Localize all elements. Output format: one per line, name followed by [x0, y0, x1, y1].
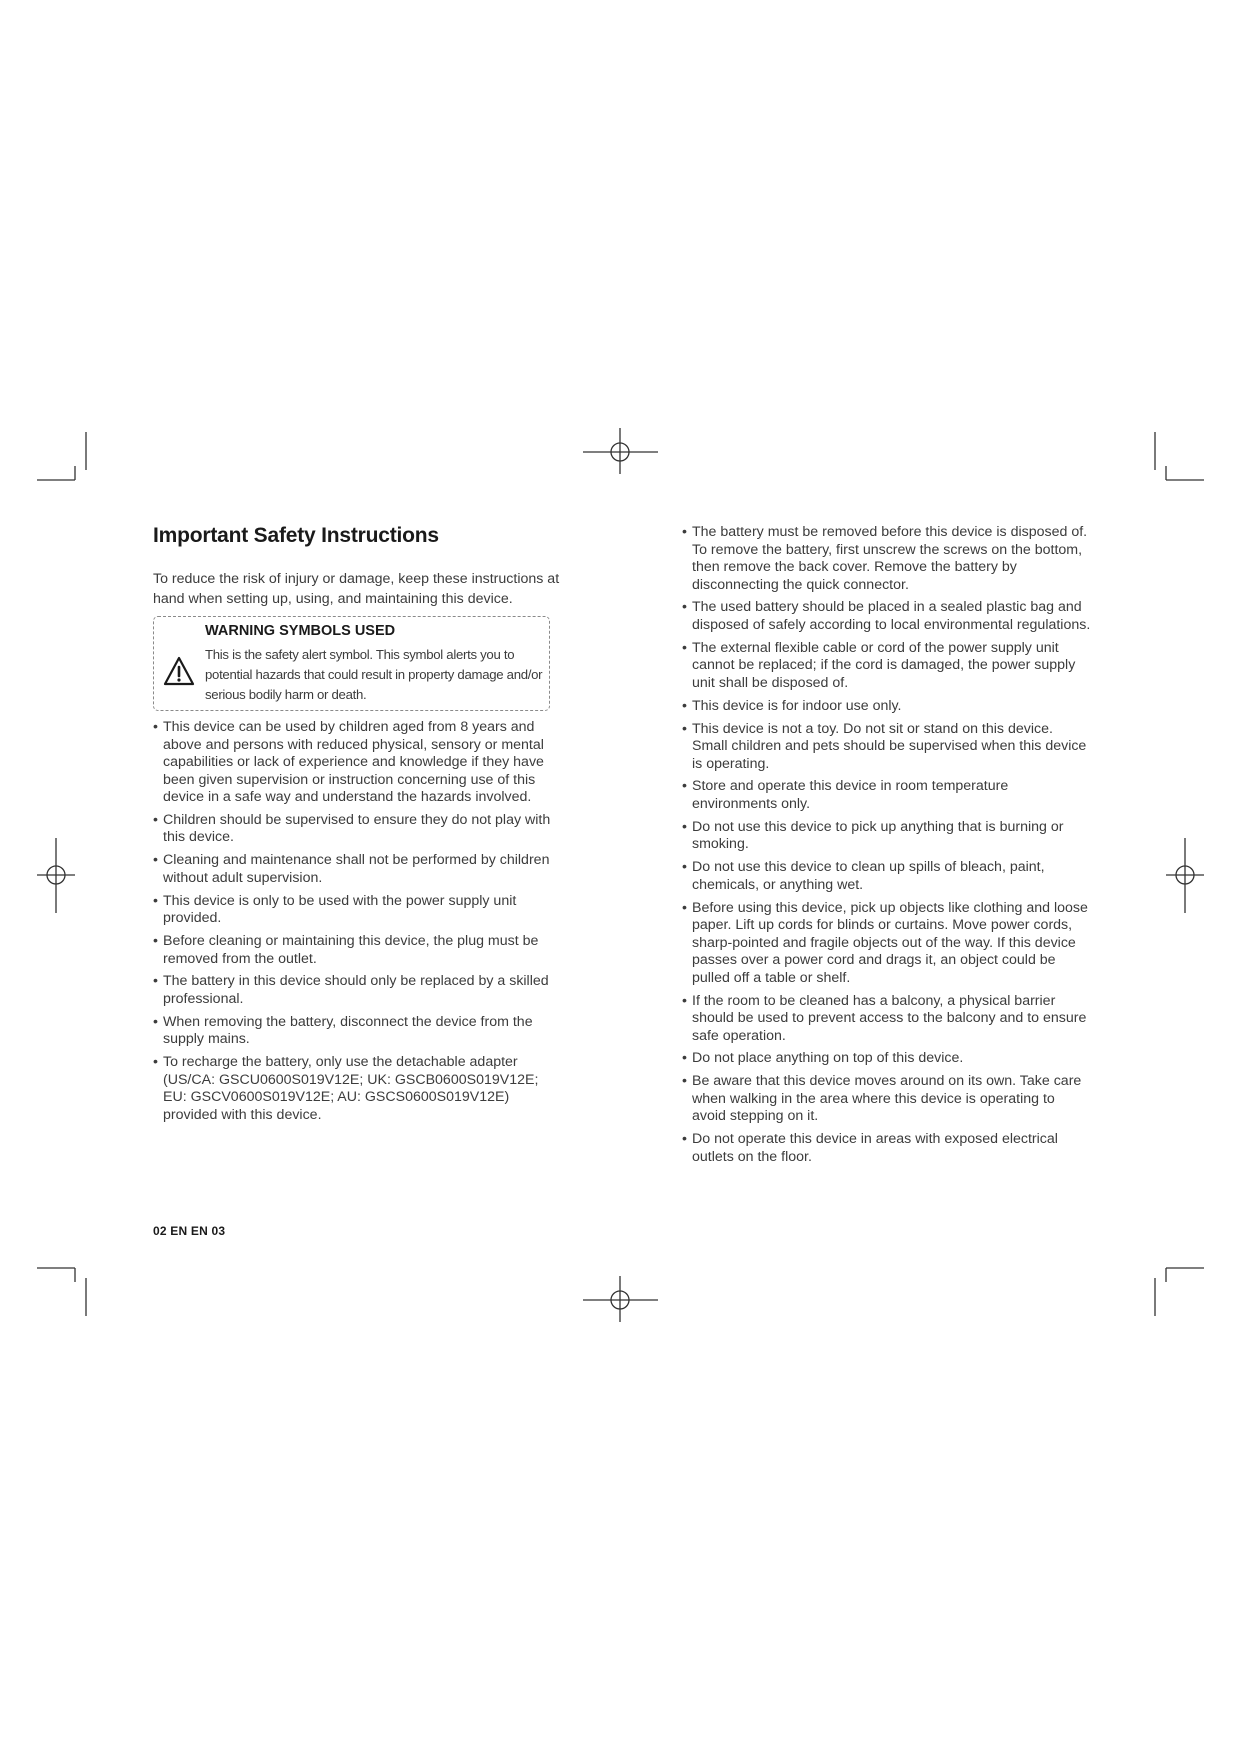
list-item: • If the room to be cleaned has a balcony, a physical barrier should be used to prevent access to the balcony and to ensure safe operation. — [682, 993, 1092, 1046]
list-item: • This device is for indoor use only. — [682, 698, 1092, 716]
list-item: • To recharge the battery, only use the detachable adapter (US/CA: GSCU0600S019V12E; UK: GSCB0600S019V12E; EU: GSCV0600S019V12E; AU: GSCS0600S019V12E) provided with this device. — [153, 1054, 555, 1124]
list-item: • Do not use this device to clean up spills of bleach, paint, chemicals, or anything wet. — [682, 859, 1092, 894]
list-item: • Store and operate this device in room temperature environments only. — [682, 778, 1092, 813]
left-instruction-list — [153, 719, 555, 1130]
page-number-footer: 02 EN EN 03 — [153, 1224, 226, 1238]
list-item: • This device is only to be used with the power supply unit provided. — [153, 893, 555, 928]
list-item: • Children should be supervised to ensure they do not play with this device. — [153, 812, 555, 847]
warning-box — [153, 616, 550, 711]
warning-triangle-icon — [162, 655, 196, 687]
list-item: • Do not place anything on top of this device. — [682, 1050, 1092, 1068]
list-item: • The external flexible cable or cord of the power supply unit cannot be replaced; if the cord is damaged, the power supply unit shall be disposed of. — [682, 640, 1092, 693]
list-item: • Cleaning and maintenance shall not be performed by children without adult supervision. — [153, 852, 555, 887]
list-item: • Do not operate this device in areas with exposed electrical outlets on the floor. — [682, 1131, 1092, 1166]
list-item: • The battery in this device should only be replaced by a skilled professional. — [153, 973, 555, 1008]
list-item: • Do not use this device to pick up anything that is burning or smoking. — [682, 819, 1092, 854]
page-title: Important Safety Instructions — [153, 524, 439, 547]
list-item: • Before cleaning or maintaining this device, the plug must be removed from the outlet. — [153, 933, 555, 968]
list-item: • This device can be used by children aged from 8 years and above and persons with reduced physical, sensory or mental capabilities or lack of experience and knowledge if they have been given supervision or instruction concerning use of this device in a safe way and understand the hazards involved. — [153, 719, 555, 807]
intro-paragraph: To reduce the risk of injury or damage, keep these instructions at hand when setting up, using, and maintaining this device. — [153, 571, 560, 607]
list-item: • The battery must be removed before this device is disposed of. To remove the battery, first unscrew the screws on the bottom, then remove the back cover. Remove the battery by disconnecting the quick connector. — [682, 524, 1092, 594]
list-item: • Be aware that this device moves around on its own. Take care when walking in the area where this device is operating to avoid stepping on it. — [682, 1073, 1092, 1126]
right-instruction-list — [682, 524, 1092, 1172]
list-item: • When removing the battery, disconnect the device from the supply mains. — [153, 1014, 555, 1049]
list-item: • Before using this device, pick up objects like clothing and loose paper. Lift up cords for blinds or curtains. Move power cords, sharp-pointed and fragile objects out of the way. If this device passes over a power cord and drags it, an object could be pulled off a table or shelf. — [682, 900, 1092, 988]
warning-text: This is the safety alert symbol. This symbol alerts you to potential hazards that could result in property damage and/or serious bodily harm or death. — [205, 647, 543, 702]
list-item: • The used battery should be placed in a sealed plastic bag and disposed of safely according to local environmental regulations. — [682, 599, 1092, 634]
warning-heading: WARNING SYMBOLS USED — [205, 623, 396, 639]
list-item: • This device is not a toy. Do not sit or stand on this device. Small children and pets should be supervised when this device is operating. — [682, 721, 1092, 774]
